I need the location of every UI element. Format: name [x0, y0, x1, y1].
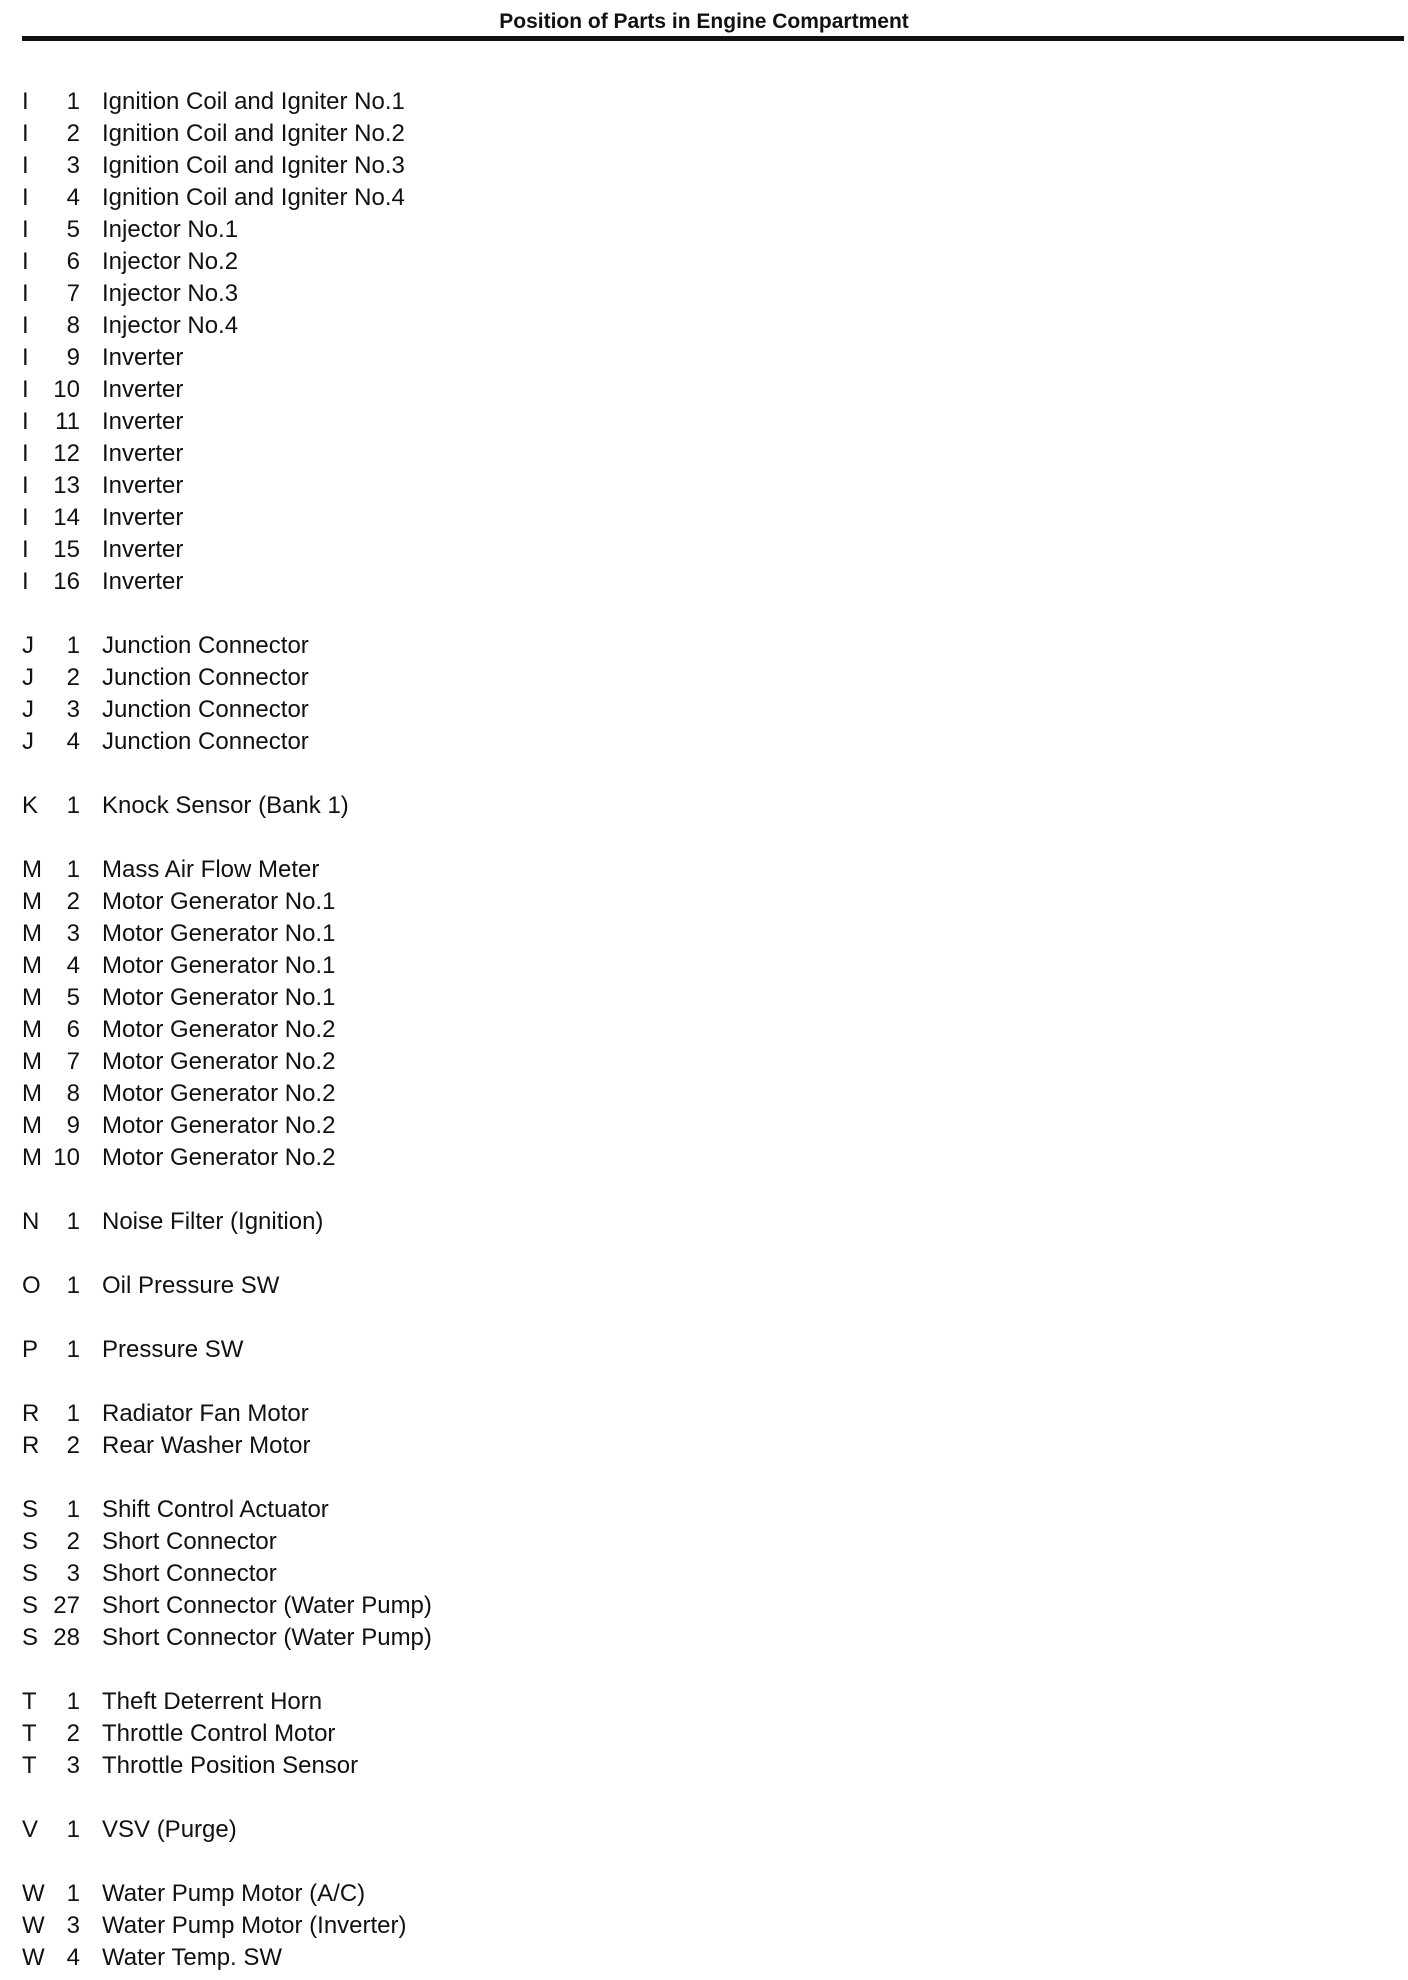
part-code-letter: M	[22, 1048, 42, 1075]
part-code-letter: M	[22, 1080, 42, 1107]
list-item	[0, 1814, 1408, 1846]
part-code-letter: M	[22, 1016, 42, 1043]
part-code-number: 5	[66, 216, 80, 243]
part-code-number: 1	[66, 1336, 80, 1363]
part-code-letter: M	[22, 1144, 42, 1171]
list-item	[0, 630, 1408, 662]
part-code-number: 2	[66, 1528, 80, 1555]
part-code-number: 3	[66, 920, 80, 947]
part-code-letter: M	[22, 1112, 42, 1139]
list-item	[0, 246, 1408, 278]
part-description: Inverter	[102, 440, 184, 467]
list-item	[0, 1078, 1408, 1110]
part-description: Rear Washer Motor	[102, 1432, 311, 1459]
part-description: Throttle Control Motor	[102, 1720, 336, 1747]
part-code-letter: I	[22, 120, 29, 147]
part-code-letter: R	[22, 1400, 40, 1427]
part-code-number: 4	[66, 184, 80, 211]
part-description: Ignition Coil and Igniter No.3	[102, 152, 405, 179]
list-item	[0, 1942, 1408, 1974]
list-item	[0, 86, 1408, 118]
list-item	[0, 1878, 1408, 1910]
part-code-letter: M	[22, 888, 42, 915]
list-item	[0, 118, 1408, 150]
part-code-number: 1	[66, 1688, 80, 1715]
list-item	[0, 310, 1408, 342]
part-code-letter: K	[22, 792, 39, 819]
part-code-number: 1	[66, 1400, 80, 1427]
part-code-letter: V	[22, 1816, 39, 1843]
list-item	[0, 1334, 1408, 1366]
part-description: Short Connector	[102, 1560, 277, 1587]
part-code-letter: J	[22, 696, 34, 723]
list-item	[0, 1910, 1408, 1942]
group-spacer	[0, 1782, 1408, 1814]
part-description: Injector No.2	[102, 248, 239, 275]
part-code-letter: I	[22, 216, 29, 243]
part-code-number: 2	[66, 120, 80, 147]
part-code-letter: I	[22, 472, 29, 499]
list-item	[0, 1686, 1408, 1718]
group-spacer	[0, 1846, 1408, 1878]
part-code-number: 1	[66, 856, 80, 883]
part-code-number: 10	[53, 1144, 80, 1171]
part-code-number: 3	[66, 696, 80, 723]
part-code-letter: S	[22, 1560, 39, 1587]
list-item	[0, 470, 1408, 502]
list-item	[0, 406, 1408, 438]
list-item	[0, 950, 1408, 982]
list-item	[0, 1526, 1408, 1558]
part-code-letter: I	[22, 88, 29, 115]
part-code-letter: W	[22, 1944, 45, 1971]
part-description: Inverter	[102, 504, 184, 531]
part-code-number: 16	[53, 568, 80, 595]
part-description: Throttle Position Sensor	[102, 1752, 359, 1779]
list-item	[0, 214, 1408, 246]
part-description: Junction Connector	[102, 728, 309, 755]
part-code-number: 9	[66, 1112, 80, 1139]
part-description: Ignition Coil and Igniter No.4	[102, 184, 405, 211]
list-item	[0, 182, 1408, 214]
group-spacer	[0, 758, 1408, 790]
list-item	[0, 694, 1408, 726]
part-description: Inverter	[102, 536, 184, 563]
part-description: Radiator Fan Motor	[102, 1400, 309, 1427]
part-description: Pressure SW	[102, 1336, 244, 1363]
list-item	[0, 1494, 1408, 1526]
part-code-number: 4	[66, 952, 80, 979]
list-item	[0, 1590, 1408, 1622]
part-code-letter: I	[22, 440, 29, 467]
parts-list	[0, 86, 1408, 1974]
part-description: Theft Deterrent Horn	[102, 1688, 323, 1715]
part-code-letter: S	[22, 1528, 39, 1555]
list-item	[0, 534, 1408, 566]
part-description: Motor Generator No.2	[102, 1016, 336, 1043]
part-code-letter: O	[22, 1272, 41, 1299]
part-description: Junction Connector	[102, 696, 309, 723]
part-code-number: 4	[66, 728, 80, 755]
list-item	[0, 726, 1408, 758]
part-description: Injector No.4	[102, 312, 239, 339]
part-description: Motor Generator No.1	[102, 888, 336, 915]
part-code-letter: I	[22, 408, 29, 435]
list-item	[0, 1558, 1408, 1590]
part-description: Short Connector (Water Pump)	[102, 1624, 432, 1651]
part-code-number: 1	[66, 792, 80, 819]
part-code-letter: J	[22, 728, 34, 755]
part-code-number: 10	[53, 376, 80, 403]
part-code-letter: I	[22, 568, 29, 595]
part-code-letter: W	[22, 1880, 45, 1907]
part-code-number: 1	[66, 1496, 80, 1523]
part-code-letter: P	[22, 1336, 39, 1363]
part-description: Motor Generator No.1	[102, 952, 336, 979]
list-item	[0, 854, 1408, 886]
part-code-letter: N	[22, 1208, 40, 1235]
part-code-number: 27	[53, 1592, 80, 1619]
part-description: Noise Filter (Ignition)	[102, 1208, 324, 1235]
group-spacer	[0, 1238, 1408, 1270]
list-item	[0, 982, 1408, 1014]
list-item	[0, 790, 1408, 822]
part-description: Ignition Coil and Igniter No.2	[102, 120, 405, 147]
part-code-letter: J	[22, 664, 34, 691]
part-code-number: 5	[66, 984, 80, 1011]
part-code-letter: I	[22, 312, 29, 339]
part-code-letter: I	[22, 376, 29, 403]
part-code-letter: J	[22, 632, 34, 659]
group-spacer	[0, 1462, 1408, 1494]
part-description: Short Connector	[102, 1528, 277, 1555]
part-description: Inverter	[102, 472, 184, 499]
part-code-number: 3	[66, 1752, 80, 1779]
part-code-number: 2	[66, 1720, 80, 1747]
part-code-number: 13	[53, 472, 80, 499]
part-code-number: 15	[53, 536, 80, 563]
list-item	[0, 1430, 1408, 1462]
list-item	[0, 1398, 1408, 1430]
part-code-letter: M	[22, 984, 42, 1011]
part-code-number: 7	[66, 1048, 80, 1075]
part-code-letter: I	[22, 280, 29, 307]
list-item	[0, 374, 1408, 406]
part-code-number: 1	[66, 88, 80, 115]
part-code-number: 12	[53, 440, 80, 467]
part-description: Inverter	[102, 408, 184, 435]
part-code-letter: R	[22, 1432, 40, 1459]
part-description: Injector No.3	[102, 280, 239, 307]
part-code-number: 3	[66, 152, 80, 179]
part-code-number: 6	[66, 248, 80, 275]
list-item	[0, 1046, 1408, 1078]
list-item	[0, 342, 1408, 374]
list-item	[0, 662, 1408, 694]
part-code-letter: S	[22, 1496, 39, 1523]
part-description: Water Pump Motor (Inverter)	[102, 1912, 407, 1939]
part-code-number: 4	[66, 1944, 80, 1971]
part-description: VSV (Purge)	[102, 1816, 237, 1843]
list-item	[0, 566, 1408, 598]
part-description: Injector No.1	[102, 216, 239, 243]
part-description: Motor Generator No.2	[102, 1144, 336, 1171]
part-description: Motor Generator No.2	[102, 1080, 336, 1107]
list-item	[0, 1718, 1408, 1750]
part-code-number: 9	[66, 344, 80, 371]
list-item	[0, 278, 1408, 310]
part-code-letter: I	[22, 344, 29, 371]
part-description: Ignition Coil and Igniter No.1	[102, 88, 405, 115]
list-item	[0, 886, 1408, 918]
part-code-letter: I	[22, 504, 29, 531]
part-code-number: 3	[66, 1912, 80, 1939]
group-spacer	[0, 1366, 1408, 1398]
part-description: Knock Sensor (Bank 1)	[102, 792, 349, 819]
part-code-number: 2	[66, 1432, 80, 1459]
list-item	[0, 1750, 1408, 1782]
group-spacer	[0, 1654, 1408, 1686]
list-item	[0, 1270, 1408, 1302]
part-code-letter: S	[22, 1624, 39, 1651]
list-item	[0, 1206, 1408, 1238]
part-description: Junction Connector	[102, 632, 309, 659]
list-item	[0, 1110, 1408, 1142]
part-code-letter: T	[22, 1752, 37, 1779]
part-description: Mass Air Flow Meter	[102, 856, 320, 883]
part-code-number: 2	[66, 888, 80, 915]
list-item	[0, 150, 1408, 182]
list-item	[0, 918, 1408, 950]
part-code-number: 7	[66, 280, 80, 307]
part-code-letter: I	[22, 536, 29, 563]
part-code-letter: M	[22, 952, 42, 979]
part-code-number: 8	[66, 1080, 80, 1107]
part-code-number: 6	[66, 1016, 80, 1043]
part-code-letter: I	[22, 152, 29, 179]
part-code-number: 2	[66, 664, 80, 691]
part-description: Motor Generator No.1	[102, 984, 336, 1011]
part-description: Motor Generator No.2	[102, 1112, 336, 1139]
part-description: Junction Connector	[102, 664, 309, 691]
part-code-number: 1	[66, 1272, 80, 1299]
part-code-letter: T	[22, 1688, 37, 1715]
part-code-number: 1	[66, 1880, 80, 1907]
list-item	[0, 438, 1408, 470]
part-code-number: 1	[66, 632, 80, 659]
part-code-letter: M	[22, 856, 42, 883]
list-item	[0, 1142, 1408, 1174]
part-code-number: 1	[66, 1208, 80, 1235]
part-description: Water Temp. SW	[102, 1944, 283, 1971]
part-code-number: 11	[55, 408, 80, 435]
part-code-number: 8	[66, 312, 80, 339]
part-description: Short Connector (Water Pump)	[102, 1592, 432, 1619]
part-description: Inverter	[102, 344, 184, 371]
title-rule	[22, 36, 1404, 41]
part-description: Motor Generator No.1	[102, 920, 336, 947]
part-code-letter: S	[22, 1592, 39, 1619]
part-code-letter: I	[22, 248, 29, 275]
part-description: Motor Generator No.2	[102, 1048, 336, 1075]
list-item	[0, 502, 1408, 534]
part-code-number: 14	[53, 504, 80, 531]
part-description: Inverter	[102, 568, 184, 595]
part-code-number: 28	[53, 1624, 80, 1651]
group-spacer	[0, 598, 1408, 630]
part-code-number: 1	[66, 1816, 80, 1843]
group-spacer	[0, 1174, 1408, 1206]
list-item	[0, 1622, 1408, 1654]
part-code-letter: T	[22, 1720, 37, 1747]
part-description: Oil Pressure SW	[102, 1272, 280, 1299]
part-code-letter: I	[22, 184, 29, 211]
list-item	[0, 1014, 1408, 1046]
part-code-letter: M	[22, 920, 42, 947]
part-description: Water Pump Motor (A/C)	[102, 1880, 366, 1907]
group-spacer	[0, 822, 1408, 854]
part-description: Inverter	[102, 376, 184, 403]
part-code-number: 3	[66, 1560, 80, 1587]
part-code-letter: W	[22, 1912, 45, 1939]
page-title: Position of Parts in Engine Compartment	[499, 10, 909, 33]
group-spacer	[0, 1302, 1408, 1334]
part-description: Shift Control Actuator	[102, 1496, 329, 1523]
